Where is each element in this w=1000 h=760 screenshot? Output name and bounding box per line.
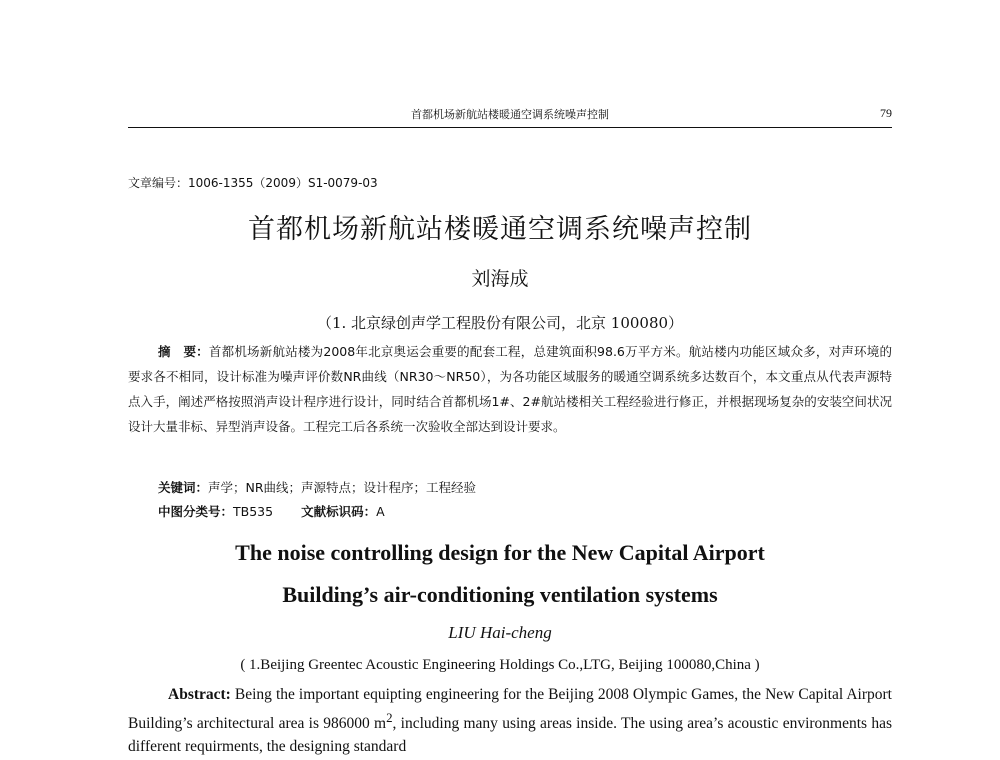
keywords-label: 关键词： bbox=[158, 480, 209, 495]
doc-code-label: 文献标识码： bbox=[301, 504, 377, 519]
class-number-value: TB535 bbox=[233, 504, 274, 519]
english-title-line-2: Building’s air-conditioning ventilation systems bbox=[282, 582, 718, 607]
header-rule bbox=[128, 127, 892, 128]
chinese-author: 刘海成 bbox=[471, 268, 529, 290]
chinese-affiliation: （1. 北京绿创声学工程股份有限公司，北京 100080） bbox=[316, 314, 684, 332]
english-abstract-text-a: Being the important equipting engineering for the Beijing 2008 Olympic Games, the New Capital Airport Building’s architectural area is 986000 m bbox=[128, 686, 892, 733]
chinese-abstract-label: 摘 要： bbox=[158, 344, 209, 359]
class-number-label: 中图分类号： bbox=[158, 504, 234, 519]
english-abstract-text-b: , including many using areas inside. The using area’s acoustic environments has different requirments, the designing standard bbox=[128, 715, 892, 756]
keywords-text: 声学；NR曲线；声源特点；设计程序；工程经验 bbox=[208, 480, 477, 495]
article-id: 文章编号：1006-1355（2009）S1-0079-03 bbox=[128, 176, 378, 190]
running-header bbox=[128, 104, 892, 126]
area-unit-superscript: 2 bbox=[386, 710, 393, 725]
chinese-keywords bbox=[158, 478, 476, 496]
english-abstract bbox=[128, 683, 892, 758]
chinese-abstract-text: 首都机场新航站楼为2008年北京奥运会重要的配套工程，总建筑面积98.6万平方米。航站楼内功能区域众多，对声环境的要求各不相同，设计标准为噪声评价数NR曲线（NR30～NR50），为各功能区域服务的暖通空调系统多达数百个，本文重点从代表声源特点入手，阐述严格按照消声设计程序进行设计，同时结合首都机场1#、2#航站楼相关工程经验进行修正，并根据现场复杂的安装空间状况设计大量非标、异型消声设备。工程完工后各系统一次验收全部达到设计要求。 bbox=[128, 344, 892, 434]
page-number: 79 bbox=[880, 106, 892, 120]
chinese-title: 首都机场新航站楼暖通空调系统噪声控制 bbox=[248, 214, 752, 245]
english-abstract-label: Abstract: bbox=[168, 686, 231, 703]
english-author: LIU Hai-cheng bbox=[448, 623, 552, 642]
doc-code-value: A bbox=[376, 504, 385, 519]
running-title: 首都机场新航站楼暖通空调系统噪声控制 bbox=[411, 108, 609, 121]
classification-line bbox=[158, 502, 385, 520]
english-title-line-1: The noise controlling design for the New Capital Airport bbox=[235, 540, 765, 565]
chinese-abstract bbox=[128, 339, 892, 439]
english-affiliation: ( 1.Beijing Greentec Acoustic Engineering Holdings Co.,LTG, Beijing 100080,China ) bbox=[240, 657, 760, 673]
